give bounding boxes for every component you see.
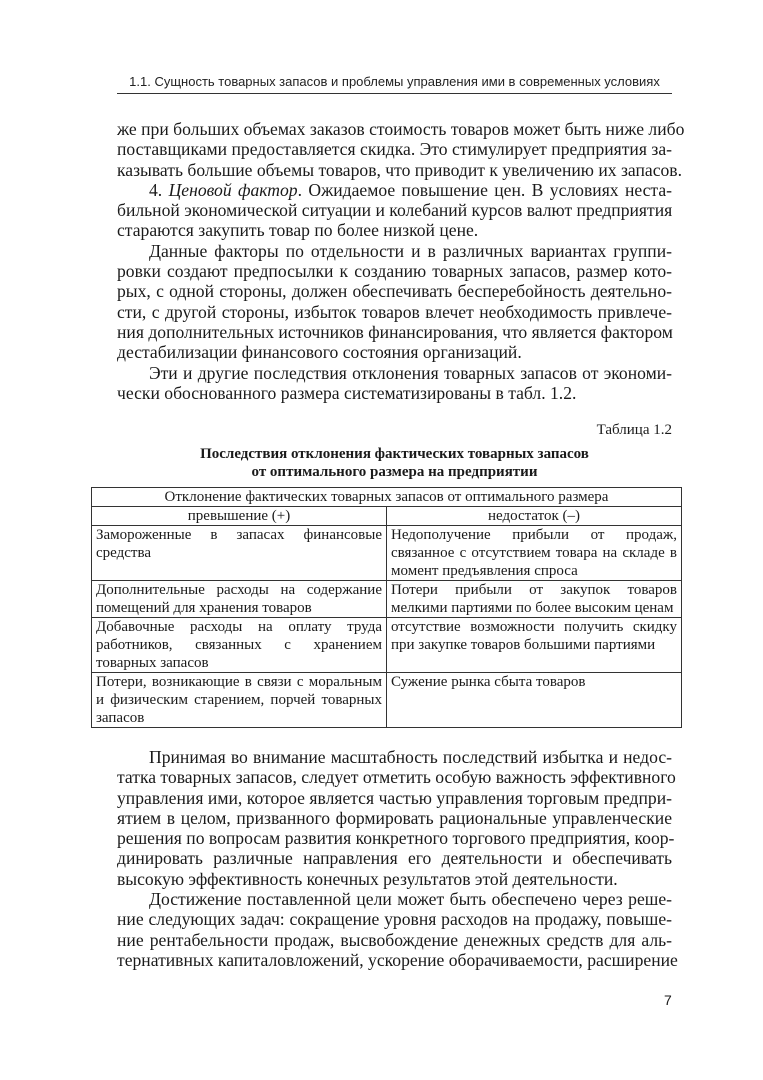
table-cell: Дополнительные расходы на содержание помещений для хранения товаров xyxy=(92,581,387,618)
table-title-line: от оптимального размера на предприятии xyxy=(251,464,538,480)
text-line: Достижение поставленной цели может быть обеспечено через реше- xyxy=(149,889,672,910)
text-line: чески обоснованного размера систематизированы в табл. 1.2. xyxy=(117,382,577,403)
running-header: 1.1. Сущность товарных запасов и проблемы управления ими в современных условиях xyxy=(129,74,660,89)
text-line: рых, с одной стороны, должен обеспечивать бесперебойность деятельно- xyxy=(117,281,672,302)
text-line: ятием в целом, призванного формировать рациональные управленческие xyxy=(117,807,672,828)
text-line: решения по вопросам развития конкретного торгового предприятия, коор- xyxy=(117,828,675,849)
text-line: поставщиками предоставляется скидка. Это стимулирует предприятия за- xyxy=(117,139,672,160)
table-cell: Замороженные в запасах финансовые средства xyxy=(92,526,387,581)
text-line: бильной экономической ситуации и колебаний курсов валют предприятия xyxy=(117,200,673,221)
text-line: ния дополнительных источников финансирования, что является фактором xyxy=(117,321,673,342)
page-number: 7 xyxy=(664,992,672,1008)
list-number: 4. xyxy=(149,179,169,200)
text-line: ние рентабельности продаж, высвобождение денежных средств для аль- xyxy=(117,929,672,950)
text-line: стараются закупить товар по более низкой цене. xyxy=(117,220,479,241)
text-line: Эти и другие последствия отклонения товарных запасов от экономи- xyxy=(149,362,672,383)
text-line: ние следующих задач: сокращение уровня расходов на продажу, повыше- xyxy=(117,909,672,930)
header-rule xyxy=(117,93,672,94)
text-line: Данные факторы по отдельности и в различных вариантах группи- xyxy=(149,240,672,261)
table-row xyxy=(92,581,682,618)
table-cell: Потери прибыли от закупок товаров мелкими партиями по более высоким ценам xyxy=(387,581,682,618)
text-line: управления ими, которое является частью управления торговым предпри- xyxy=(117,787,672,808)
paragraph-5 xyxy=(117,747,678,970)
text-line xyxy=(117,180,672,200)
table-label: Таблица 1.2 xyxy=(596,422,672,438)
consequences-table xyxy=(91,487,682,728)
text-line: казывать большие объемы товаров, что приводит к увеличению их запасов. xyxy=(117,159,683,180)
table-title-line: Последствия отклонения фактических товарных запасов xyxy=(200,446,589,462)
table-header: Отклонение фактических товарных запасов от оптимального размера xyxy=(92,488,682,507)
text-line: дестабилизации финансового состояния организаций. xyxy=(117,342,522,363)
text-line: же при больших объемах заказов стоимость товаров может быть ниже либо xyxy=(117,119,685,139)
text-line: сти, с другой стороны, избыток товаров влечет необходимость привлече- xyxy=(117,301,672,322)
table-cell: Добавочные расходы на оплату труда работников, связанных с хранением товарных запасов xyxy=(92,618,387,673)
text-line: динировать различные направления его деятельности и обеспечивать xyxy=(117,848,672,869)
text-line: татка товарных запасов, следует отметить особую важность эффективного xyxy=(117,767,676,788)
paragraph-1 xyxy=(117,119,685,403)
text-line: высокую эффективность конечных результатов этой деятельности. xyxy=(117,868,618,889)
table-row xyxy=(92,673,682,728)
text-line: Принимая во внимание масштабность последствий избытка и недос- xyxy=(149,747,672,767)
text-line: ровки создают предпосылки к созданию товарных запасов, размер кото- xyxy=(117,261,672,282)
italic-term: Ценовой фактор xyxy=(168,179,298,200)
table-cell: Недополучение прибыли от продаж, связанное с отсутствием товара на складе в момент предъявления спроса xyxy=(387,526,682,581)
table-title xyxy=(117,445,672,481)
column-header-shortage: недостаток (–) xyxy=(387,507,682,526)
text-line: тернативных капиталовложений, ускорение оборачиваемости, расширение xyxy=(117,949,678,970)
column-header-excess: превышение (+) xyxy=(92,507,387,526)
text-span: . Ожидаемое повышение цен. В условиях неста- xyxy=(297,179,673,200)
table-cell: отсутствие возможности получить скидку при закупке товаров большими партиями xyxy=(387,618,682,673)
table-cell: Потери, возникающие в связи с моральным и физическим старением, порчей товарных запасов xyxy=(92,673,387,728)
table-row xyxy=(92,618,682,673)
table-cell: Сужение рынка сбыта товаров xyxy=(387,673,682,728)
table-row xyxy=(92,526,682,581)
